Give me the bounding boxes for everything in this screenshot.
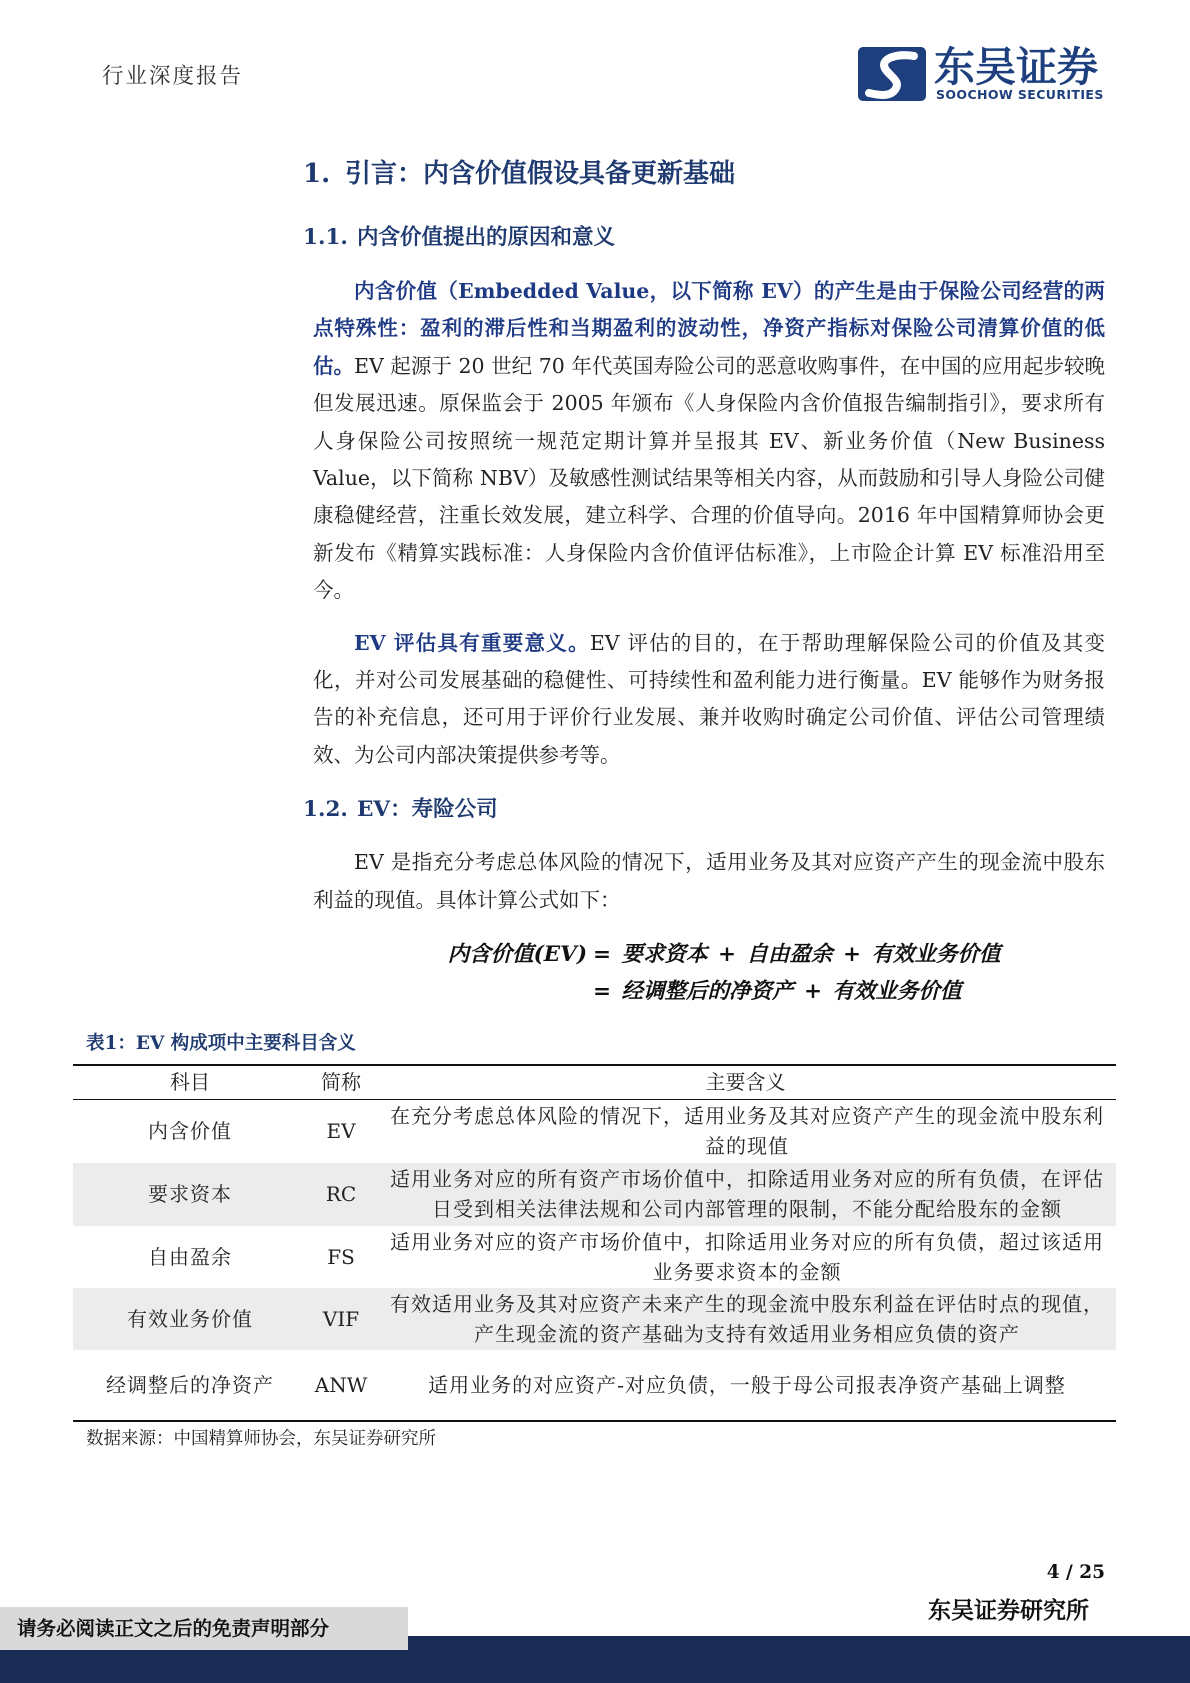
cell-abbr: FS <box>327 1244 355 1269</box>
paragraph-2-body: EV 评估的目的，在于帮助理解保险公司的价值及其变化，并对公司发展基础的稳健性、可持续性和盈利能力进行衡量。EV 能够作为财务报告的补充信息，还可用于评价行业发展、兼并收购时确定公司价值、评估公司管理绩效、为公司内部决策提供参考等。 <box>313 630 1105 767</box>
cell-item: 经调整后的净资产 <box>106 1372 274 1397</box>
header-cell-item: 科目 <box>73 1065 307 1100</box>
logo-name-en: SOOCHOW SECURITIES <box>936 87 1104 102</box>
table-header-row <box>73 1065 1116 1100</box>
ev-components-table <box>73 1064 1116 1422</box>
table-source-note: 数据来源：中国精算师协会，东吴证券研究所 <box>86 1428 436 1449</box>
logo-name-cn: 东吴证券 <box>934 43 1098 91</box>
section-1-number: 1. <box>303 159 331 189</box>
cell-meaning: 适用业务对应的所有资产市场价值中，扣除适用业务对应的所有负债，在评估日受到相关法律法规和公司内部管理的限制，不能分配给股东的金额 <box>375 1163 1116 1226</box>
formula-rhs-2: = 经调整后的净资产 + 有效业务价值 <box>593 978 962 1004</box>
subsection-1-1-number: 1.1. <box>303 225 348 250</box>
table-row <box>73 1099 1116 1163</box>
cell-item: 要求资本 <box>73 1163 307 1226</box>
table-row <box>73 1288 1116 1350</box>
formula-line-2 <box>0 974 1190 1011</box>
section-1-title: 引言：内含价值假设具备更新基础 <box>345 159 736 189</box>
cell-item: 自由盈余 <box>148 1244 232 1269</box>
disclaimer-notice: 请务必阅读正文之后的免责声明部分 <box>0 1607 408 1650</box>
subsection-1-2-number: 1.2. <box>303 797 348 823</box>
cell-meaning: 适用业务对应的资产市场价值中，扣除适用业务对应的所有负债，超过该适用业务要求资本的金额 <box>390 1229 1104 1284</box>
formula-spacer <box>0 974 593 1011</box>
paragraph-1-lead: 内含价值（Embedded Value，以下简称 EV）的产生是由于保险公司经营的两点特殊性：盈利的滞后性和当期盈利的波动性，净资产指标对保险公司清算价值的低估。 <box>313 279 1105 378</box>
cell-abbr: VIF <box>307 1288 375 1350</box>
subsection-1-2-heading <box>303 795 1190 825</box>
header-cell-abbr: 简称 <box>307 1065 375 1100</box>
footer-organization: 东吴证券研究所 <box>928 1597 1089 1624</box>
cell-abbr: EV <box>326 1119 356 1144</box>
paragraph-3-body: EV 是指充分考虑总体风险的情况下，适用业务及其对应资产产生的现金流中股东利益的现值。具体计算公式如下： <box>313 850 1105 912</box>
section-1-heading <box>303 156 1190 192</box>
paragraph-2 <box>313 625 1105 775</box>
paragraph-2-lead: EV 评估具有重要意义。 <box>354 630 590 655</box>
cell-meaning: 适用业务的对应资产-对应负债，一般于母公司报表净资产基础上调整 <box>428 1372 1066 1397</box>
formula-lhs: 内含价值(EV) <box>447 942 587 968</box>
paragraph-1-body: EV 起源于 20 世纪 70 年代英国寿险公司的恶意收购事件，在中国的应用起步较晚但发展迅速。原保监会于 2005 年颁布《人身保险内含价值报告编制指引》，要求所有人身保险公司按照统一规范定期计算并呈报其 EV、新业务价值（New Business Value，以下简称 NBV）及敏感性测试结果等相关内容，从而鼓励和引导人身险公司健康稳健经营，注重长效发展，建立科学、合理的价值导向。2016 年中国精算师协会更新发布《精算实践标准：人身保险内含价值评估标准》，上市险企计算 EV 标准沿用至今。 <box>313 353 1105 603</box>
cell-abbr: ANW <box>314 1372 368 1397</box>
subsection-1-2-title: EV：寿险公司 <box>357 797 498 823</box>
formula-rhs-1: = 要求资本 + 自由盈余 + 有效业务价值 <box>593 942 1001 968</box>
cell-abbr: RC <box>307 1163 375 1226</box>
paragraph-1 <box>313 273 1105 610</box>
table-row <box>73 1163 1116 1226</box>
page-number: 4 / 25 <box>1046 1562 1105 1583</box>
table-caption: 表1：EV 构成项中主要科目含义 <box>86 1033 356 1055</box>
subsection-1-1-title: 内含价值提出的原因和意义 <box>357 225 616 250</box>
cell-meaning: 有效适用业务及其对应资产未来产生的现金流中股东利益在评估时点的现值，产生现金流的资产基础为支持有效适用业务相应负债的资产 <box>375 1288 1116 1350</box>
subsection-1-1-heading <box>303 223 1190 253</box>
header-cell-meaning: 主要含义 <box>375 1065 1116 1100</box>
table-row <box>73 1350 1116 1421</box>
paragraph-3 <box>313 844 1105 919</box>
ev-formula <box>0 937 1190 1010</box>
cell-meaning: 在充分考虑总体风险的情况下，适用业务及其对应资产产生的现金流中股东利益的现值 <box>390 1104 1104 1159</box>
cell-item: 有效业务价值 <box>73 1288 307 1350</box>
report-type-label: 行业深度报告 <box>102 64 244 89</box>
cell-item: 内含价值 <box>148 1119 232 1144</box>
formula-line-1 <box>0 937 1190 974</box>
table-row <box>73 1226 1116 1288</box>
